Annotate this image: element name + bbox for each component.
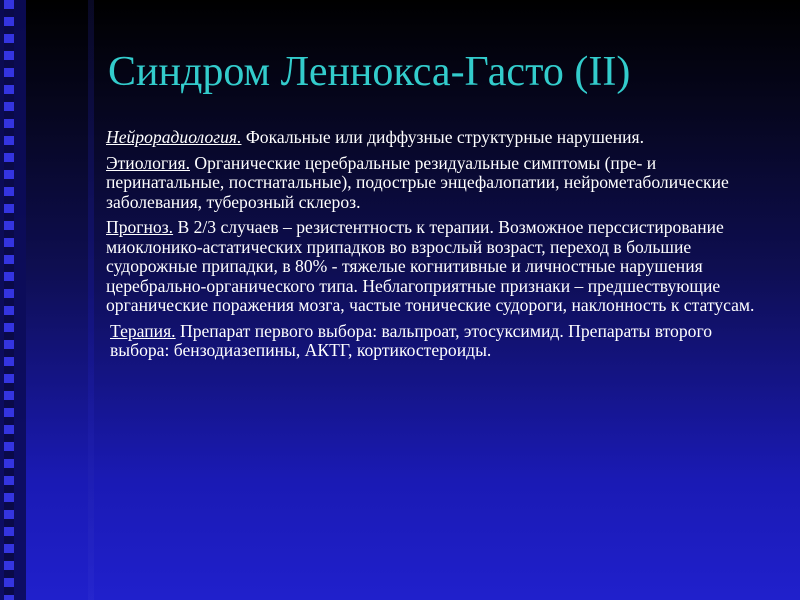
paragraph-lead: Этиология. [106,152,190,173]
decorative-vertical-divider [88,0,94,600]
paragraph-therapy [106,322,774,361]
paragraph-prognosis [106,218,774,316]
paragraph-text: В 2/3 случаев – резистентность к терапии. Возможное перссистирование миоклонико-астатических припадков во взрослый возраст, переход в большие судорожные припадки, в 80% - тяжелые когнитивные и личностные нарушения церебрально-органического типа. Неблагоприятные признаки – предшествующие органические поражения мозга, частые тонические судороги, наклонность к статусам. [106,217,755,315]
paragraph-lead: Терапия. [110,320,176,341]
paragraph-text: Препарат первого выбора: вальпроат, этосуксимид. Препараты второго выбора: бензодиазепины, АКТГ, кортикостероиды. [110,320,713,360]
slide-title: Синдром Леннокса-Гасто (II) [108,49,631,95]
decorative-square-column [4,0,14,600]
paragraph-text: Фокальные или диффузные структурные нарушения. [241,127,645,147]
paragraph-neuroradiology [106,128,774,148]
paragraph-lead: Нейрорадиология. [106,127,242,147]
paragraph-text: Органические церебральные резидуальные симптомы (пре- и перинатальные, постнатальные), подострые энцефалопатии, нейрометаболические заболевания, туберозный склероз. [106,152,729,212]
paragraph-lead: Прогноз. [106,217,174,237]
slide-body [106,128,774,367]
paragraph-etiology [106,154,774,213]
